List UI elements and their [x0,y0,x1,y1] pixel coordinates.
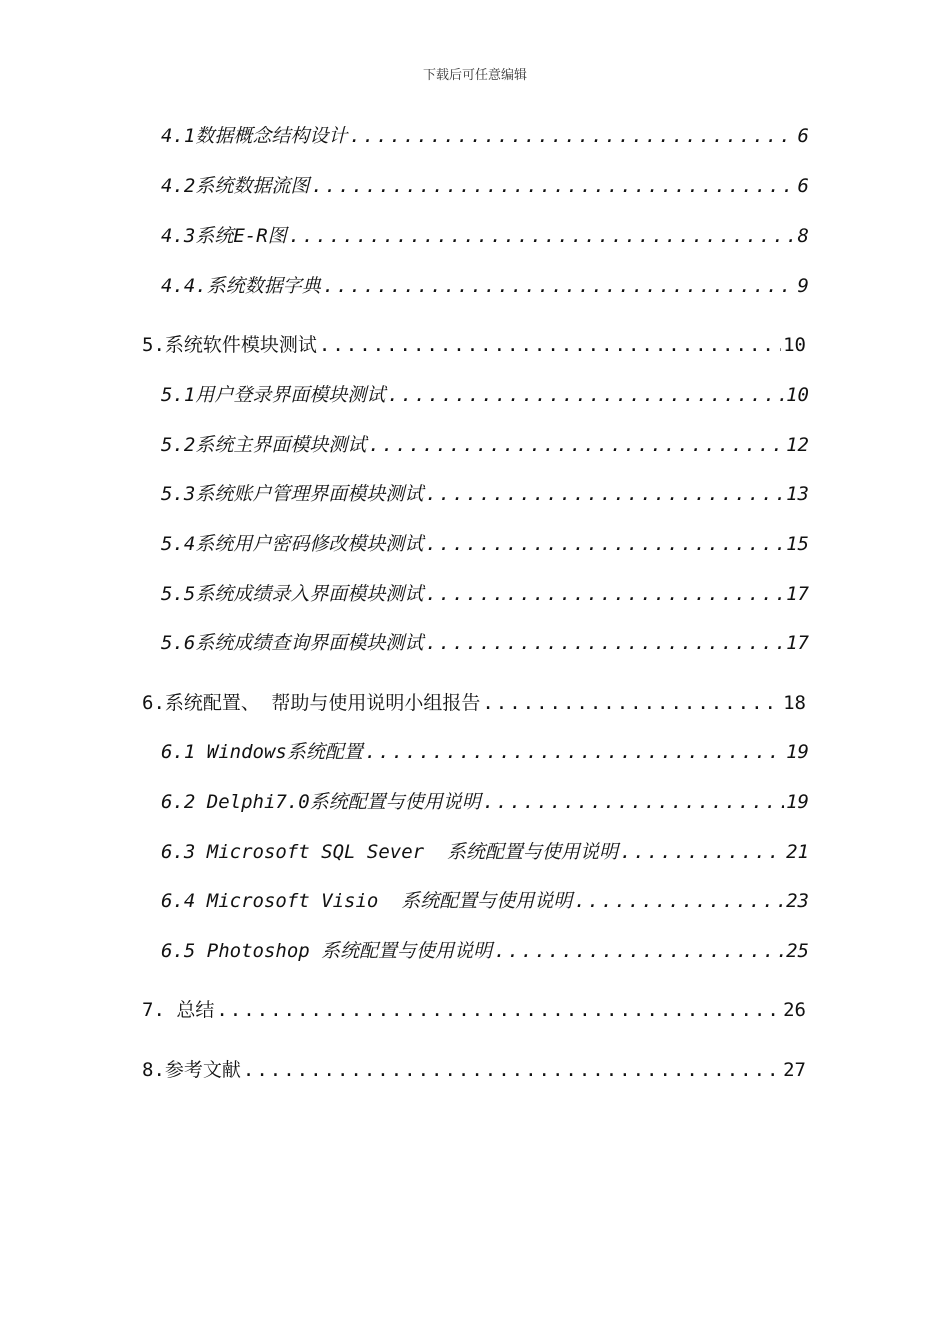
toc-entry-label: 6.1 Windows系统配置 [161,741,363,763]
toc-entry[interactable] [142,689,806,717]
toc-leader-dots [494,937,784,965]
toc-entry[interactable] [161,788,809,816]
toc-entry-label: 5.3系统账户管理界面模块测试 [161,483,424,505]
toc-entry[interactable] [161,172,809,200]
toc-entry-page: 25 [786,940,809,962]
toc-leader-dots [387,381,784,409]
toc-entry-label: 8.参考文献 [142,1059,241,1081]
toc-entry-page: 18 [783,692,806,714]
toc-leader-dots [620,838,784,866]
toc-leader-dots [319,331,781,359]
toc-entry-label: 4.2系统数据流图 [161,175,310,197]
toc-leader-dots [216,996,781,1024]
toc-entry-page: 19 [786,791,809,813]
toc-entry-page: 15 [786,533,809,555]
toc-leader-dots [425,480,784,508]
toc-leader-dots [289,222,796,250]
toc-entry[interactable] [142,1056,806,1084]
toc-leader-dots [365,738,784,766]
toc-entry-page: 9 [797,275,809,297]
toc-entry[interactable] [161,887,809,915]
toc-entry-label: 5.系统软件模块测试 [142,334,317,356]
toc-entry-page: 6 [797,125,809,147]
toc-leader-dots [482,689,781,717]
toc-entry[interactable] [161,838,809,866]
toc-entry-label: 5.4系统用户密码修改模块测试 [161,533,424,555]
toc-entry-page: 17 [786,583,809,605]
toc-leader-dots [368,431,784,459]
toc-leader-dots [574,887,784,915]
toc-entry-label: 6.5 Photoshop 系统配置与使用说明 [161,940,493,962]
toc-entry-label: 4.4.系统数据字典 [161,275,321,297]
toc-entry[interactable] [161,480,809,508]
toc-leader-dots [243,1056,781,1084]
toc-entry-label: 4.3系统E-R图 [161,225,287,247]
toc-entry-label: 4.1数据概念结构设计 [161,125,348,147]
toc-entry-page: 21 [786,841,809,863]
page-header: 下载后可任意编辑 [422,68,527,83]
toc-entry-label: 6.2 Delphi7.0系统配置与使用说明 [161,791,481,813]
toc-entry[interactable] [161,381,809,409]
toc-leader-dots [483,788,784,816]
toc-entry-label: 5.6系统成绩查询界面模块测试 [161,632,424,654]
toc-entry-label: 6.系统配置、 帮助与使用说明小组报告 [142,692,481,714]
toc-entry-page: 10 [786,384,809,406]
toc-leader-dots [311,172,795,200]
toc-entry[interactable] [161,431,809,459]
toc-entry-page: 12 [786,434,809,456]
toc-entry-page: 6 [797,175,809,197]
toc-entry[interactable] [161,738,809,766]
toc-entry-page: 13 [786,483,809,505]
toc-entry[interactable] [161,629,809,657]
toc-entry-label: 5.2系统主界面模块测试 [161,434,367,456]
toc-entry-page: 26 [783,999,806,1021]
toc-entry-page: 19 [786,741,809,763]
toc-entry[interactable] [161,272,809,300]
toc-entry-page: 10 [783,334,806,356]
toc-entry-label: 5.1用户登录界面模块测试 [161,384,386,406]
toc-entry-label: 5.5系统成绩录入界面模块测试 [161,583,424,605]
toc-entry-page: 27 [783,1059,806,1081]
toc-entry[interactable] [142,996,806,1024]
toc-entry-label: 7. 总结 [142,999,215,1021]
toc-entry[interactable] [161,222,809,250]
toc-leader-dots [349,122,795,150]
toc-entry[interactable] [161,580,809,608]
toc-leader-dots [425,629,784,657]
toc-entry[interactable] [161,122,809,150]
toc-entry-page: 23 [786,890,809,912]
toc-leader-dots [425,530,784,558]
toc-entry-page: 17 [786,632,809,654]
toc-leader-dots [323,272,796,300]
toc-entry-label: 6.4 Microsoft Visio 系统配置与使用说明 [161,890,573,912]
toc-entry[interactable] [161,530,809,558]
toc-entry-page: 8 [797,225,809,247]
toc-entry-label: 6.3 Microsoft SQL Sever 系统配置与使用说明 [161,841,618,863]
toc-entry[interactable] [161,937,809,965]
toc-entry[interactable] [142,331,806,359]
toc-leader-dots [425,580,784,608]
